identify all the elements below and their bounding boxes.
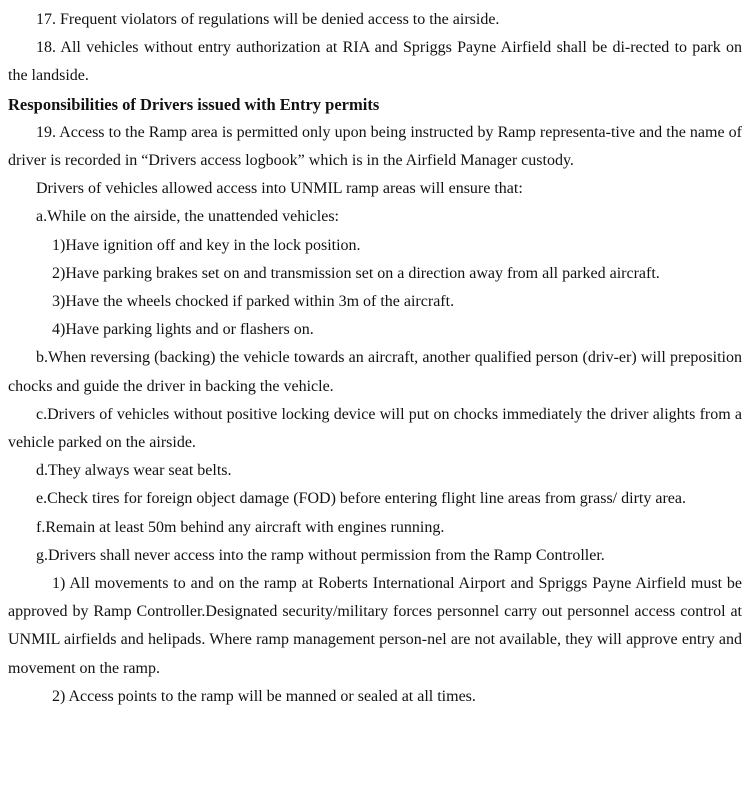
paragraph-19: 19. Access to the Ramp area is permitted only upon being instructed by Ramp representa-tive and the name of driver is recorded in “Drivers access logbook” which is in the Airfield Manager custody.	[8, 123, 742, 170]
section-heading: Responsibilities of Drivers issued with Entry permits	[8, 94, 380, 114]
list-item-e: e.Check tires for foreign object damage (FOD) before entering flight line areas from grass/ dirty area.	[36, 490, 686, 508]
list-item-c: c.Drivers of vehicles without positive locking device will put on chocks immediately the driver alights from a vehicle parked on the airside.	[8, 405, 742, 452]
list-item-f: f.Remain at least 50m behind any aircraft with engines running.	[36, 518, 445, 536]
list-item-g2: 2) Access points to the ramp will be manned or sealed at all times.	[52, 687, 476, 705]
list-item-g: g.Drivers shall never access into the ramp without permission from the Ramp Controller.	[36, 546, 605, 564]
list-item-a4: 4)Have parking lights and or flashers on.	[52, 321, 314, 339]
list-item-g1: 1) All movements to and on the ramp at Roberts International Airport and Spriggs Payne Airfield must be approved by Ramp Controller.Designated security/military forces personnel carry out personnel access control at UNMIL airfields and helipads. Where ramp management person-nel are not available, they will approve entry and movement on the ramp.	[8, 575, 742, 677]
list-item-a: a.While on the airside, the unattended vehicles:	[36, 208, 339, 226]
list-item-a2: 2)Have parking brakes set on and transmission set on a direction away from all parked aircraft.	[52, 264, 660, 282]
list-item-b: b.When reversing (backing) the vehicle towards an aircraft, another qualified person (driv-er) will preposition chocks and guide the driver in backing the vehicle.	[8, 349, 742, 395]
paragraph-intro: Drivers of vehicles allowed access into UNMIL ramp areas will ensure that:	[36, 180, 523, 198]
paragraph-18: 18. All vehicles without entry authorization at RIA and Spriggs Payne Airfield shall be di-rected to park on the landside.	[8, 39, 742, 85]
list-item-a1: 1)Have ignition off and key in the lock position.	[52, 236, 361, 254]
list-item-d: d.They always wear seat belts.	[36, 462, 232, 480]
list-item-a3: 3)Have the wheels chocked if parked within 3m of the aircraft.	[52, 293, 455, 311]
paragraph-17: 17. Frequent violators of regulations will be denied access to the airside.	[36, 11, 500, 28]
